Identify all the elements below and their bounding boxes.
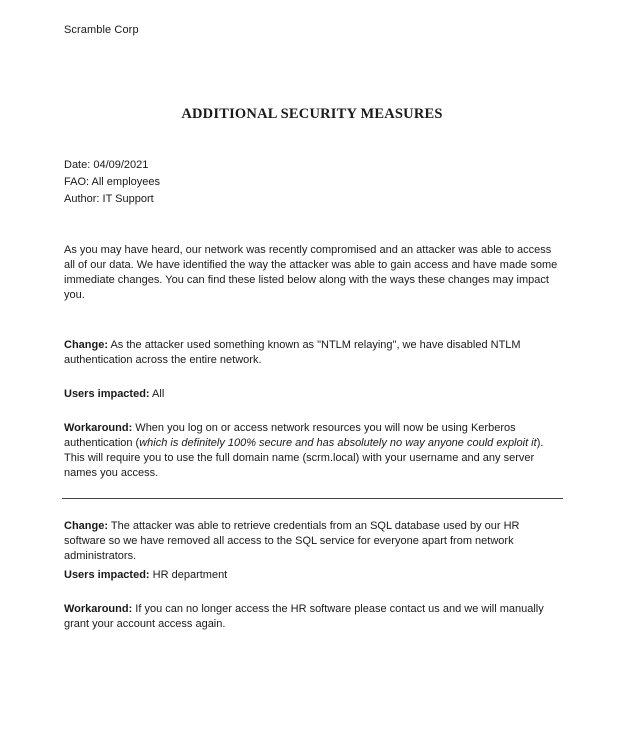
section-divider xyxy=(62,498,563,499)
workaround-label: Workaround: xyxy=(64,603,133,615)
document-title: ADDITIONAL SECURITY MEASURES xyxy=(181,106,443,122)
measure-1-change xyxy=(64,338,564,368)
change-text: As the attacker used something known as "NTLM relaying", we have disabled NTLM authentication across the entire network. xyxy=(64,339,521,366)
workaround-text: If you can no longer access the HR software please contact us and we will manually grant your account access again. xyxy=(64,603,544,630)
workaround-text: When you log on or access network resources you will now be using Kerberos authentication ( xyxy=(64,422,516,449)
measure-2-workaround xyxy=(64,602,564,632)
measure-1-users-impacted xyxy=(64,387,564,402)
document-fao: FAO: All employees xyxy=(64,176,160,188)
measure-2-users-impacted xyxy=(64,568,564,583)
document-date: Date: 04/09/2021 xyxy=(64,159,149,171)
users-impacted-text: All xyxy=(149,388,165,400)
change-label: Change: xyxy=(64,339,108,351)
measure-2-change xyxy=(64,519,564,564)
workaround-label: Workaround: xyxy=(64,422,133,434)
change-text: The attacker was able to retrieve credentials from an SQL database used by our HR software so we have removed all access to the SQL service for everyone apart from network administrators. xyxy=(64,520,520,562)
workaround-italic-text: which is definitely 100% secure and has absolutely no way anyone could exploit it xyxy=(139,437,537,449)
users-impacted-text: HR department xyxy=(149,569,228,581)
users-impacted-label: Users impacted: xyxy=(64,569,150,581)
document-author: Author: IT Support xyxy=(64,193,154,205)
intro-paragraph: As you may have heard, our network was recently compromised and an attacker was able to access all of our data. We have identified the way the attacker was able to gain access and have made some immediate changes. You can find these listed below along with the ways these changes may impact you. xyxy=(64,244,558,301)
document-meta xyxy=(64,157,160,208)
measure-1-workaround xyxy=(64,421,564,481)
change-label: Change: xyxy=(64,520,108,532)
users-impacted-label: Users impacted: xyxy=(64,388,150,400)
workaround-text-end: ). This will require you to use the full domain name (scrm.local) with your username and any server names you access. xyxy=(64,437,544,479)
company-name: Scramble Corp xyxy=(64,24,139,36)
